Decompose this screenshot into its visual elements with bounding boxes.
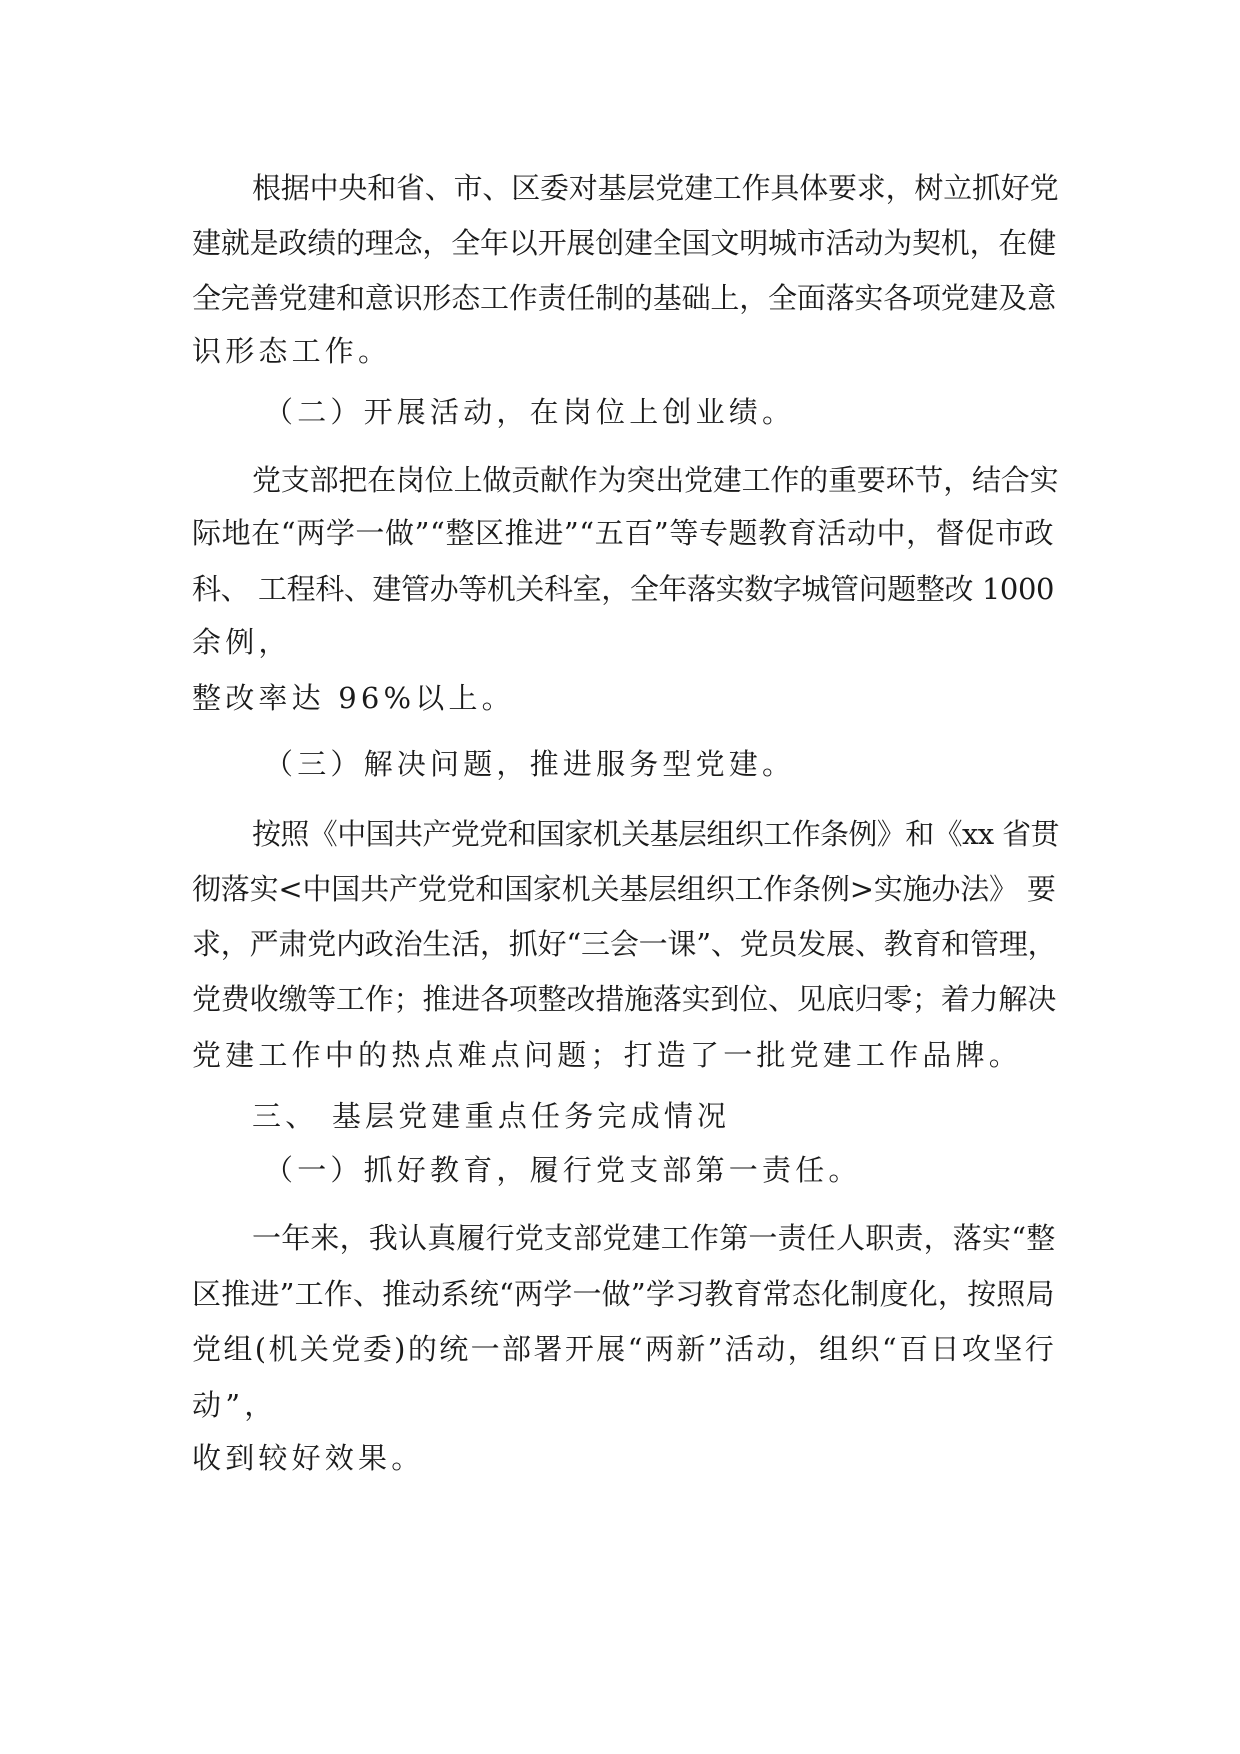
paragraph-3-line-3: 求，严肃党内政治生活，抓好“三会一课”、党员发展、教育和管理， (192, 927, 1057, 961)
paragraph-2-line-4: 余例， (192, 625, 292, 659)
paragraph-2-line-1: 党支部把在岗位上做贡献作为突出党建工作的重要环节，结合实 (252, 463, 1059, 497)
subheading-1: （一）抓好教育，履行党支部第一责任。 (264, 1153, 862, 1187)
paragraph-4-line-4: 动”， (192, 1388, 278, 1422)
paragraph-3-line-2: 彻落实<中国共产党党和国家机关基层组织工作条例>实施办法》 要 (192, 872, 1056, 906)
paragraph-2-line-2: 际地在“两学一做”“整区推进”“五百”等专题教育活动中，督促市政 (192, 516, 1055, 550)
paragraph-1-line-1: 根据中央和省、市、区委对基层党建工作具体要求，树立抓好党 (252, 171, 1059, 205)
paragraph-1-line-3: 全完善党建和意识形态工作责任制的基础上，全面落实各项党建及意 (192, 281, 1057, 315)
subheading-2: （二）开展活动，在岗位上创业绩。 (264, 395, 796, 429)
paragraph-4-line-2: 区推进”工作、推动系统“两学一做”学习教育常态化制度化，按照局 (192, 1277, 1055, 1311)
paragraph-1-line-2: 建就是政绩的理念，全年以开展创建全国文明城市活动为契机，在健 (192, 226, 1057, 260)
paragraph-2-line-3: 科、 工程科、建管办等机关科室，全年落实数字城管问题整改 1000 (192, 572, 1055, 606)
paragraph-3-line-5: 党建工作中的热点难点问题；打造了一批党建工作品牌。 (192, 1038, 1023, 1072)
paragraph-4-line-1: 一年来，我认真履行党支部党建工作第一责任人职责，落实“整 (252, 1221, 1056, 1255)
paragraph-1-line-4: 识形态工作。 (192, 334, 392, 368)
paragraph-2-line-5: 整改率达 96%以上。 (192, 681, 515, 715)
paragraph-3-line-4: 党费收缴等工作；推进各项整改措施落实到位、见底归零；着力解决 (192, 982, 1057, 1016)
paragraph-3-line-1: 按照《中国共产党党和国家机关基层组织工作条例》和《xx 省贯 (252, 817, 1059, 851)
paragraph-4-line-5: 收到较好效果。 (192, 1441, 425, 1475)
subheading-3: （三）解决问题，推进服务型党建。 (264, 747, 796, 781)
section-heading-3: 三、 基层党建重点任务完成情况 (252, 1099, 731, 1133)
paragraph-4-line-3: 党组(机关党委)的统一部署开展“两新”活动，组织“百日攻坚行 (192, 1332, 1057, 1366)
